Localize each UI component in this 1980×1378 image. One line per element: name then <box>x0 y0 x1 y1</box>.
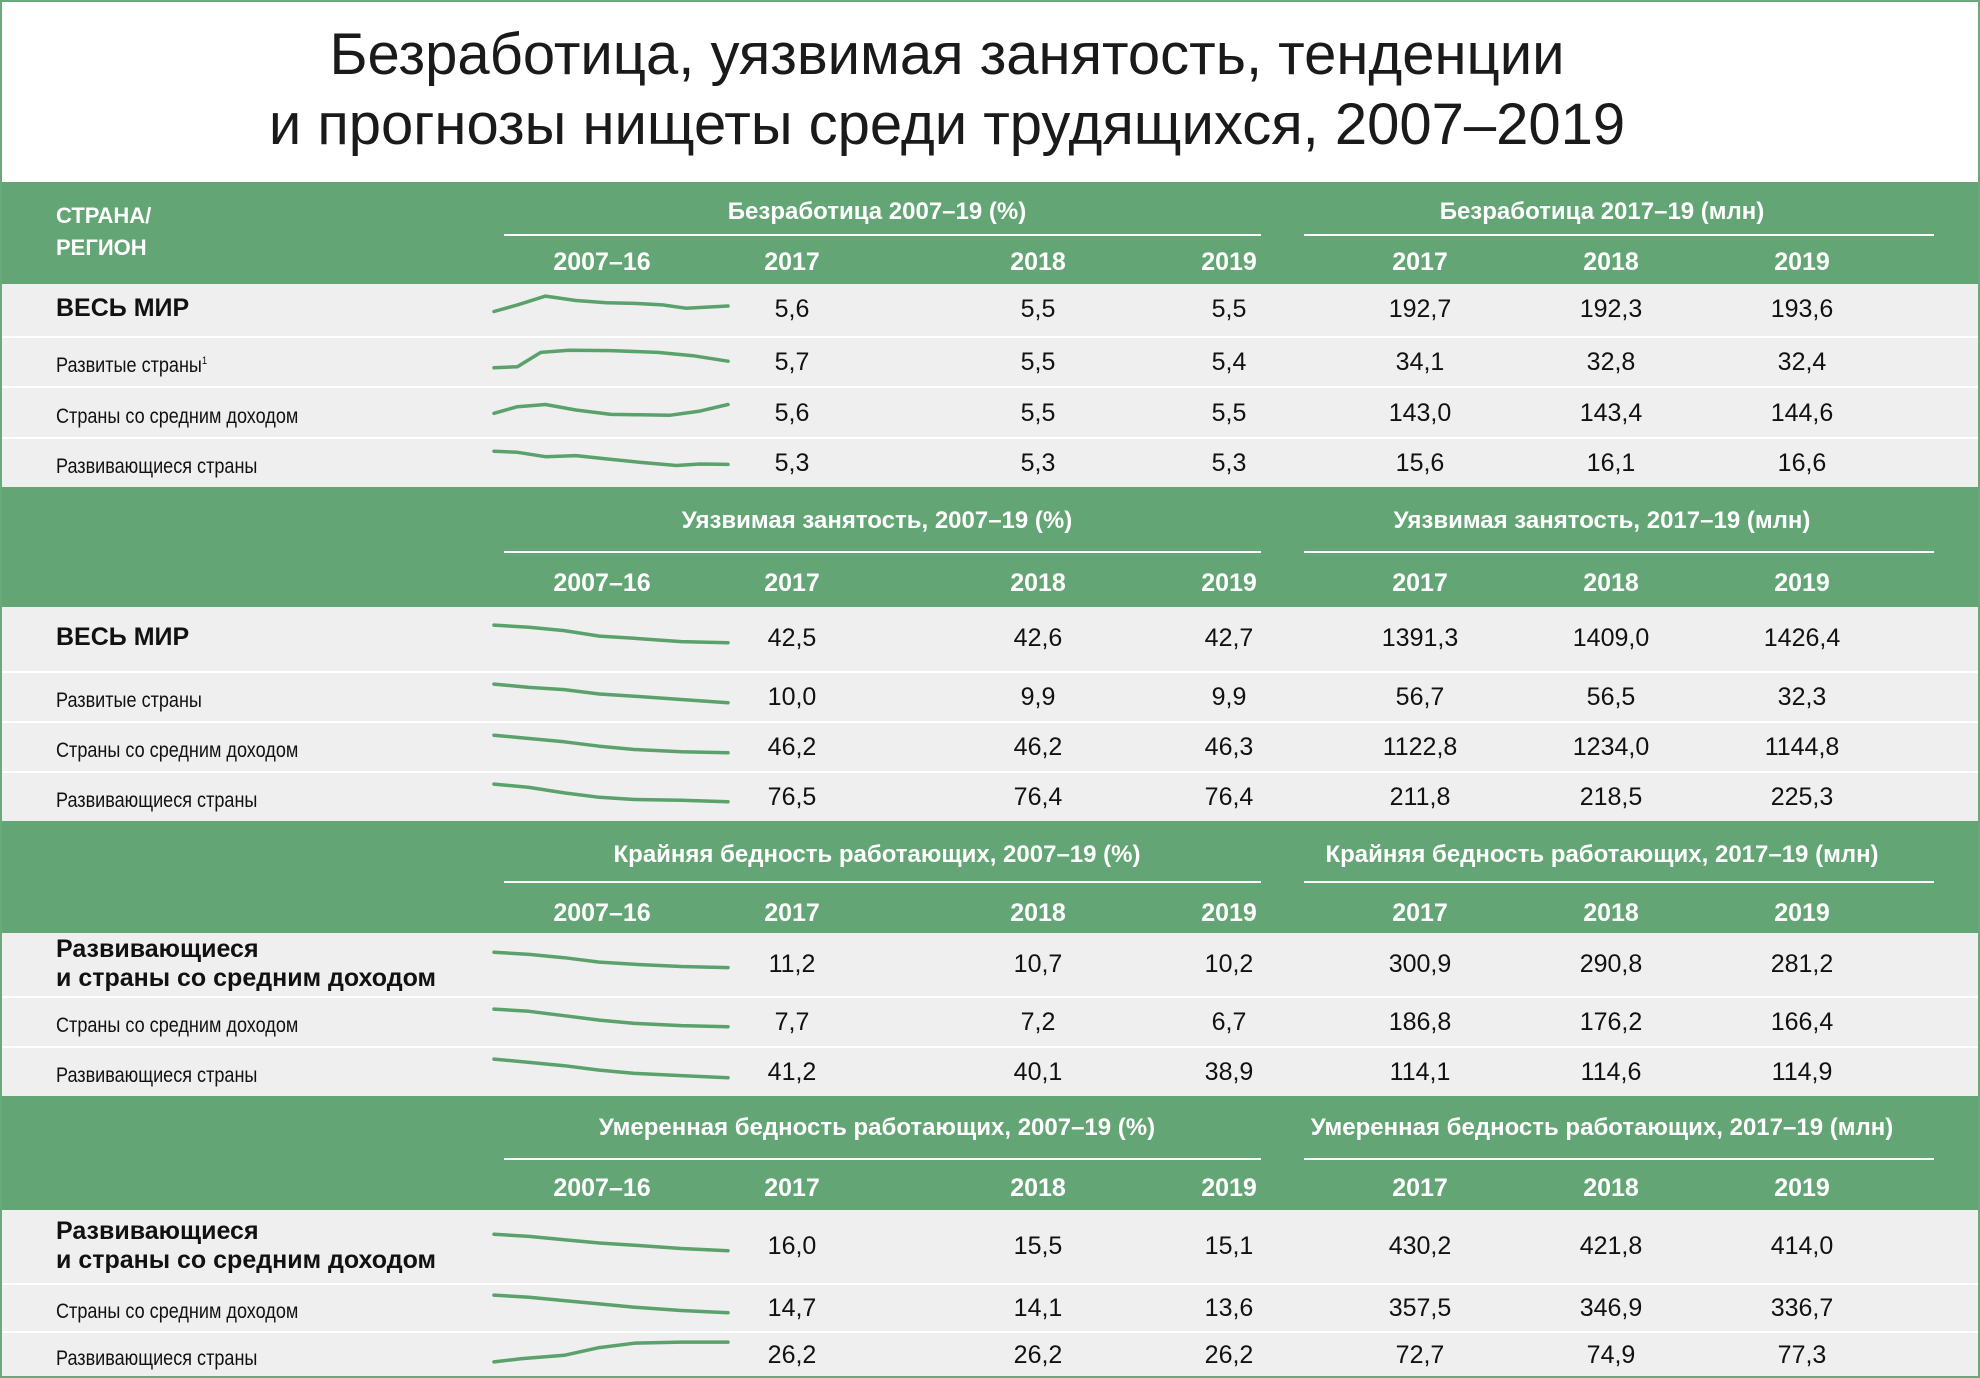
abs-value: 225,3 <box>1770 783 1834 811</box>
year-column-header: 2019 <box>1774 1174 1830 1202</box>
table-row <box>2 607 1978 671</box>
trend-column-header: 2007–16 <box>553 899 651 927</box>
abs-value: 56,5 <box>1586 683 1636 711</box>
abs-value: 1391,3 <box>1381 624 1459 652</box>
title-line-2: и прогнозы нищеты среди трудящихся, 2007–2019 <box>268 92 1626 157</box>
pct-value: 10,7 <box>1013 949 1063 978</box>
abs-value: 1409,0 <box>1572 624 1650 652</box>
abs-value: 143,4 <box>1579 398 1643 427</box>
pct-value: 10,2 <box>1204 949 1254 978</box>
pct-value: 40,1 <box>1013 1058 1063 1086</box>
pct-section-header: Крайняя бедность работающих, 2007–19 (%) <box>613 841 1141 868</box>
trend-column-header: 2007–16 <box>553 248 651 276</box>
year-column-header: 2019 <box>1774 248 1830 276</box>
row-label <box>56 1064 257 1088</box>
trend-sparkline <box>494 624 728 646</box>
row-label <box>56 455 257 479</box>
pct-value: 76,4 <box>1013 783 1063 811</box>
year-column-header: 2018 <box>1010 569 1066 597</box>
section-header-band <box>2 487 1978 607</box>
abs-value: 16,1 <box>1586 449 1636 477</box>
pct-value: 9,9 <box>1211 683 1247 711</box>
abs-value: 193,6 <box>1770 295 1834 323</box>
table-row <box>2 933 1978 996</box>
abs-value: 32,4 <box>1777 348 1827 376</box>
pct-value: 5,7 <box>774 348 810 376</box>
abs-section-header: Безработица 2017–19 (млн) <box>1439 198 1765 225</box>
trend-sparkline <box>494 399 728 421</box>
row-label-line-2: и страны со средним доходом <box>56 963 437 992</box>
header-divider <box>504 1158 1261 1160</box>
row-label-text: Развивающиеся страны <box>56 455 258 478</box>
year-column-header: 2018 <box>1583 569 1639 597</box>
section-header-band <box>2 1096 1978 1210</box>
year-column-header: 2017 <box>1392 899 1448 927</box>
year-column-header: 2018 <box>1010 1174 1066 1202</box>
pct-value: 46,2 <box>767 733 817 761</box>
pct-value: 5,4 <box>1211 348 1247 376</box>
sparkline-path <box>494 451 728 465</box>
row-label-line-2: и страны со средним доходом <box>56 1245 437 1274</box>
year-column-header: 2017 <box>764 1174 820 1202</box>
abs-value: 336,7 <box>1770 1294 1834 1322</box>
pct-value: 7,7 <box>774 1008 810 1036</box>
pct-value: 76,4 <box>1204 783 1254 811</box>
header-divider <box>1304 551 1934 553</box>
country-region-header <box>56 200 151 264</box>
pct-value: 5,5 <box>1020 295 1056 323</box>
pct-value: 11,2 <box>768 949 816 978</box>
table-row <box>2 1046 1978 1096</box>
pct-value: 26,2 <box>1204 1340 1254 1369</box>
trend-sparkline <box>494 1341 728 1363</box>
title-line-1: Безработица, уязвимая занятость, тенденции <box>329 22 1565 87</box>
row-label <box>56 354 207 378</box>
trend-sparkline <box>494 449 728 471</box>
header-divider <box>1304 234 1934 236</box>
pct-value: 5,6 <box>774 398 810 427</box>
abs-value: 192,7 <box>1388 295 1452 323</box>
pct-value: 10,0 <box>767 683 817 711</box>
year-column-header: 2018 <box>1583 1174 1639 1202</box>
pct-value: 14,7 <box>767 1294 817 1322</box>
row-label-line-1: Развивающиеся <box>56 934 259 963</box>
pct-section-header: Уязвимая занятость, 2007–19 (%) <box>681 507 1073 534</box>
abs-value: 211,8 <box>1389 783 1451 811</box>
sparkline-path <box>494 735 728 753</box>
pct-value: 38,9 <box>1204 1058 1254 1086</box>
row-label <box>56 1300 298 1324</box>
abs-section-header: Уязвимая занятость, 2017–19 (млн) <box>1393 507 1811 534</box>
abs-value: 34,1 <box>1395 348 1445 376</box>
pct-value: 5,3 <box>1020 449 1056 477</box>
year-column-header: 2017 <box>1392 569 1448 597</box>
pct-value: 42,5 <box>767 624 817 652</box>
year-column-header: 2019 <box>1201 569 1257 597</box>
row-label <box>56 623 189 652</box>
pct-section-header: Безработица 2007–19 (%) <box>727 198 1027 225</box>
row-label <box>56 739 298 763</box>
pct-value: 5,5 <box>1020 348 1056 376</box>
year-column-header: 2018 <box>1010 899 1066 927</box>
year-column-header: 2017 <box>1392 248 1448 276</box>
row-label-text: Страны со средним доходом <box>56 404 299 428</box>
abs-value: 1144,8 <box>1764 733 1840 761</box>
trend-sparkline <box>494 950 728 972</box>
trend-sparkline <box>494 1008 728 1030</box>
pct-value: 5,3 <box>774 449 810 477</box>
pct-value: 76,5 <box>767 783 817 811</box>
year-column-header: 2019 <box>1774 569 1830 597</box>
year-column-header: 2017 <box>764 248 820 276</box>
corner-line-1: СТРАНА/ <box>56 203 152 228</box>
table-row <box>2 996 1978 1046</box>
sparkline-path <box>494 1342 728 1362</box>
year-column-header: 2018 <box>1010 248 1066 276</box>
pct-value: 14,1 <box>1013 1294 1063 1322</box>
row-label <box>56 1347 257 1371</box>
abs-value: 192,3 <box>1579 295 1643 323</box>
sparkline-path <box>494 296 728 311</box>
abs-value: 290,8 <box>1579 949 1643 978</box>
table-row <box>2 437 1978 487</box>
page-title <box>2 20 1892 160</box>
sparkline-path <box>494 1059 728 1078</box>
row-label-text: Страны со средним доходом <box>56 739 299 762</box>
table-row <box>2 1210 1978 1283</box>
table-row <box>2 721 1978 771</box>
row-label <box>56 1014 298 1038</box>
pct-value: 7,2 <box>1020 1008 1056 1036</box>
sparkline-path <box>494 784 728 802</box>
sparkline-path <box>494 684 728 703</box>
trend-sparkline <box>494 1232 728 1254</box>
table-row <box>2 671 1978 721</box>
abs-value: 77,3 <box>1777 1340 1827 1369</box>
abs-value: 15,6 <box>1395 449 1445 477</box>
sparkline-path <box>494 625 728 643</box>
footnote-marker: 1 <box>201 355 208 367</box>
trend-sparkline <box>494 683 728 705</box>
year-column-header: 2019 <box>1201 899 1257 927</box>
year-column-header: 2019 <box>1201 248 1257 276</box>
abs-value: 114,6 <box>1580 1058 1642 1086</box>
sparkline-path <box>494 350 728 368</box>
abs-value: 32,8 <box>1586 348 1636 376</box>
abs-value: 218,5 <box>1579 783 1643 811</box>
pct-value: 13,6 <box>1204 1294 1254 1322</box>
row-label-text: ВЕСЬ МИР <box>56 623 190 651</box>
pct-value: 5,5 <box>1020 398 1056 427</box>
trend-sparkline <box>494 1294 728 1316</box>
sparkline-path <box>494 404 728 415</box>
pct-value: 5,3 <box>1211 449 1247 477</box>
row-label <box>56 689 202 713</box>
row-label-text: Развивающиеся страны <box>56 789 258 812</box>
pct-value: 5,5 <box>1211 398 1247 427</box>
abs-value: 114,1 <box>1389 1058 1451 1086</box>
sparkline-path <box>494 1295 728 1313</box>
pct-value: 15,5 <box>1013 1231 1063 1260</box>
abs-value: 281,2 <box>1770 949 1834 978</box>
header-divider <box>504 881 1261 883</box>
row-label-text: Развивающиеся страны <box>56 1064 258 1087</box>
pct-value: 26,2 <box>1013 1340 1063 1369</box>
pct-value: 46,3 <box>1204 733 1254 761</box>
abs-value: 72,7 <box>1395 1340 1445 1369</box>
header-divider <box>504 551 1261 553</box>
abs-value: 114,9 <box>1771 1058 1833 1086</box>
sparkline-path <box>494 1009 728 1027</box>
abs-value: 166,4 <box>1770 1008 1834 1036</box>
year-column-header: 2019 <box>1201 1174 1257 1202</box>
abs-value: 56,7 <box>1395 683 1445 711</box>
abs-value: 186,8 <box>1388 1008 1452 1036</box>
pct-value: 9,9 <box>1020 683 1056 711</box>
abs-value: 1122,8 <box>1382 733 1458 761</box>
table-row <box>2 336 1978 386</box>
year-column-header: 2019 <box>1774 899 1830 927</box>
pct-value: 46,2 <box>1013 733 1063 761</box>
row-label <box>56 294 189 323</box>
trend-sparkline <box>494 348 728 370</box>
abs-value: 74,9 <box>1586 1340 1636 1369</box>
pct-value: 41,2 <box>767 1058 817 1086</box>
pct-value: 42,6 <box>1013 624 1063 652</box>
year-column-header: 2018 <box>1583 248 1639 276</box>
section-header-band <box>2 182 1978 284</box>
pct-value: 5,5 <box>1211 295 1247 323</box>
pct-value: 5,6 <box>774 295 810 323</box>
row-label-text: Развитые страны <box>56 689 202 712</box>
table-row <box>2 1331 1978 1376</box>
year-column-header: 2017 <box>1392 1174 1448 1202</box>
abs-section-header: Крайняя бедность работающих, 2017–19 (млн) <box>1325 841 1879 868</box>
table-row <box>2 771 1978 821</box>
row-label <box>56 935 436 993</box>
pct-value: 26,2 <box>767 1340 817 1369</box>
row-label-text: Развитые страны <box>56 354 202 377</box>
sparkline-path <box>494 1234 728 1251</box>
abs-value: 143,0 <box>1388 398 1452 427</box>
abs-value: 300,9 <box>1388 949 1452 978</box>
row-label-text: Страны со средним доходом <box>56 1300 299 1323</box>
abs-value: 144,6 <box>1770 398 1834 427</box>
abs-value: 414,0 <box>1770 1231 1834 1260</box>
pct-value: 15,1 <box>1204 1231 1254 1260</box>
trend-sparkline <box>494 295 728 317</box>
pct-section-header: Умеренная бедность работающих, 2007–19 (%) <box>598 1114 1156 1141</box>
abs-value: 16,6 <box>1777 449 1827 477</box>
pct-value: 16,0 <box>767 1231 817 1260</box>
corner-line-2: РЕГИОН <box>56 235 147 260</box>
header-divider <box>504 234 1261 236</box>
header-divider <box>1304 881 1934 883</box>
trend-sparkline <box>494 783 728 805</box>
trend-column-header: 2007–16 <box>553 569 651 597</box>
abs-value: 1234,0 <box>1572 733 1650 761</box>
abs-section-header: Умеренная бедность работающих, 2017–19 (млн) <box>1310 1114 1894 1141</box>
row-label-text: Страны со средним доходом <box>56 1014 299 1037</box>
abs-value: 357,5 <box>1388 1294 1452 1322</box>
row-label <box>56 1217 436 1275</box>
sparkline-path <box>494 952 728 967</box>
year-column-header: 2017 <box>764 899 820 927</box>
trend-sparkline <box>494 1058 728 1080</box>
year-column-header: 2017 <box>764 569 820 597</box>
header-divider <box>1304 1158 1934 1160</box>
row-label-text: ВЕСЬ МИР <box>56 294 190 322</box>
year-column-header: 2018 <box>1583 899 1639 927</box>
abs-value: 421,8 <box>1579 1231 1643 1260</box>
abs-value: 346,9 <box>1579 1294 1643 1322</box>
abs-value: 1426,4 <box>1763 624 1841 652</box>
row-label-text: Развивающиеся страны <box>56 1346 258 1370</box>
row-label <box>56 789 257 813</box>
abs-value: 176,2 <box>1579 1008 1643 1036</box>
pct-value: 42,7 <box>1204 624 1254 652</box>
trend-column-header: 2007–16 <box>553 1174 651 1202</box>
row-label <box>56 405 298 429</box>
abs-value: 32,3 <box>1777 683 1827 711</box>
section-header-band <box>2 821 1978 933</box>
pct-value: 6,7 <box>1211 1008 1247 1036</box>
table-row <box>2 1283 1978 1331</box>
abs-value: 430,2 <box>1388 1231 1452 1260</box>
table-row <box>2 386 1978 437</box>
trend-sparkline <box>494 733 728 755</box>
table-row <box>2 284 1978 336</box>
row-label-line-1: Развивающиеся <box>56 1216 259 1245</box>
